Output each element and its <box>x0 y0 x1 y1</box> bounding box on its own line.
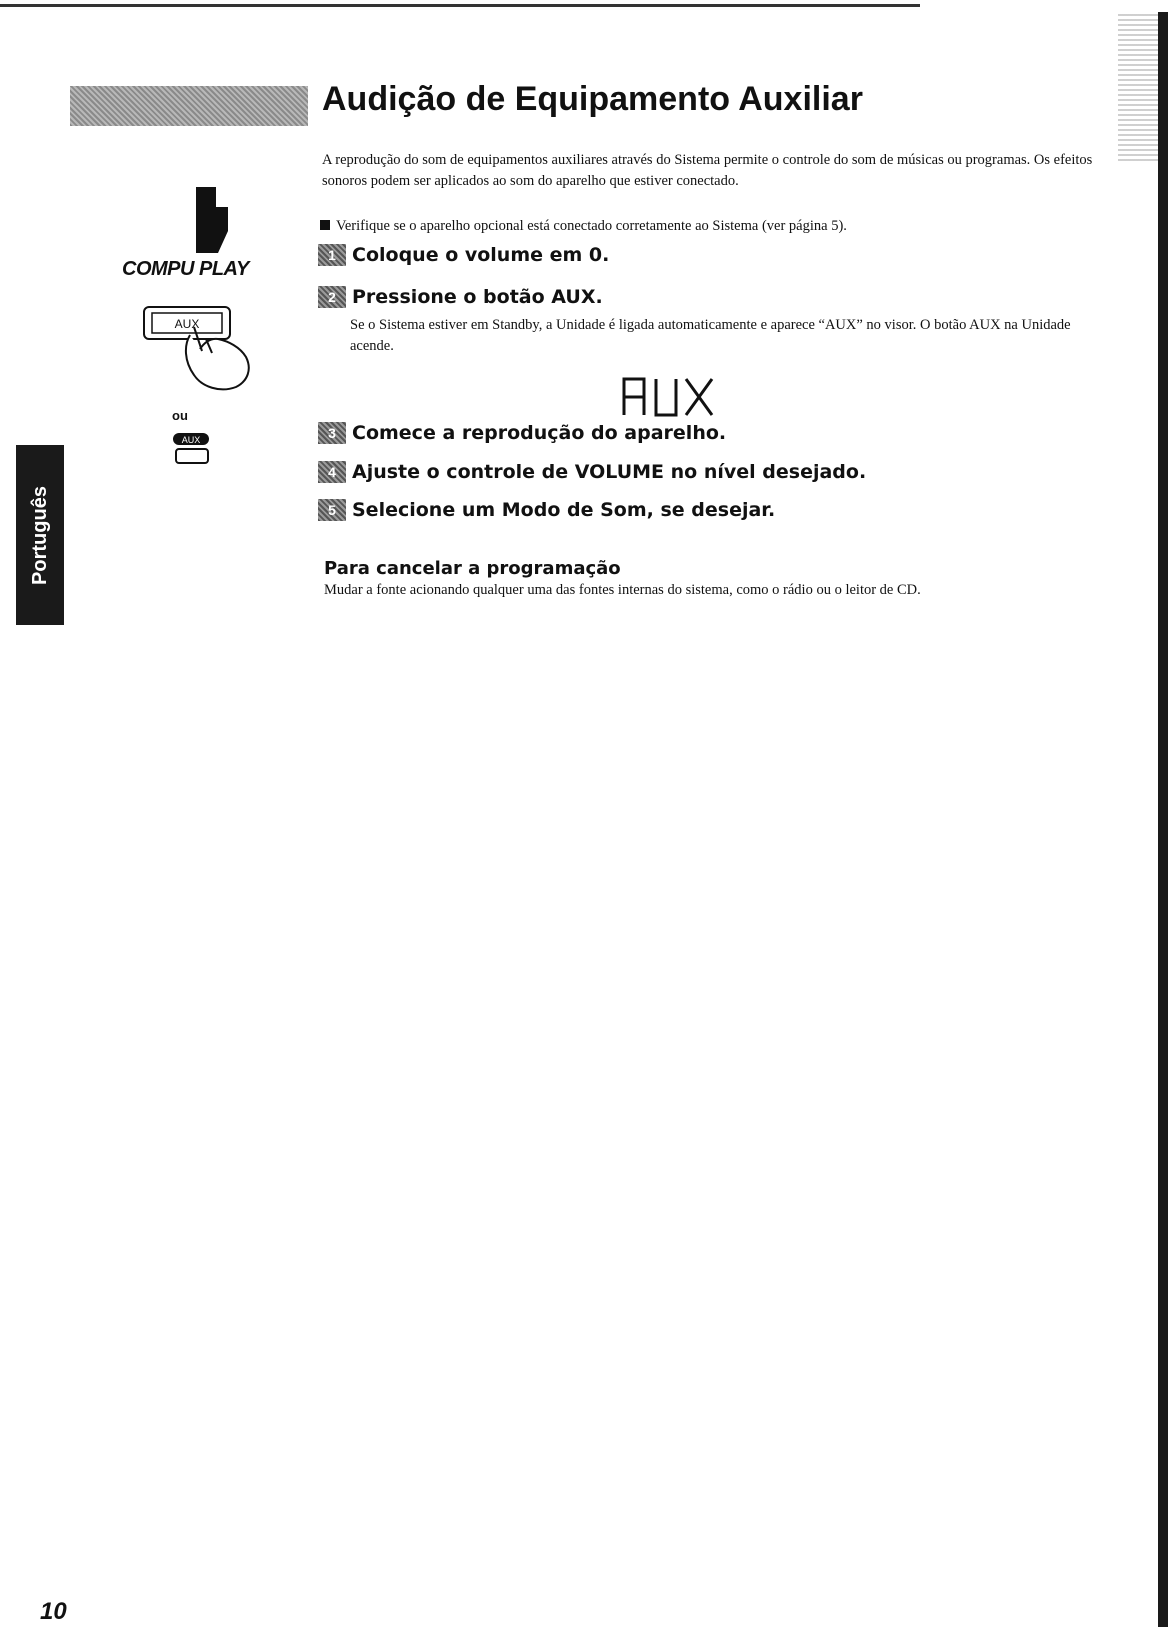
aux-button-label: AUX <box>174 317 200 331</box>
title-bar-decoration <box>70 86 308 126</box>
cancel-text: Mudar a fonte acionando qualquer uma das fontes internas do sistema, como o rádio ou o leitor de CD. <box>324 582 921 598</box>
remote-aux-label: AUX <box>181 435 201 445</box>
remote-aux-button-icon <box>172 432 218 466</box>
step-number-3: 3 <box>318 422 346 444</box>
step-label-1: Coloque o volume em 0. <box>352 244 610 266</box>
step-label-4: Ajuste o controle de VOLUME no nível desejado. <box>352 461 867 483</box>
step-label-2: Pressione o botão AUX. <box>352 286 603 308</box>
intro-paragraph: A reprodução do som de equipamentos auxiliares através do Sistema permite o controle do som de músicas ou programas. Os efeitos sonoros podem ser aplicados ao som do aparelho que estiver conectado. <box>322 152 1093 189</box>
language-tab-label: Português <box>28 485 51 585</box>
step-1 <box>318 244 609 266</box>
language-tab <box>16 445 64 625</box>
step-2 <box>318 286 603 308</box>
aux-button-hand-icon <box>140 305 260 405</box>
cancel-title: Para cancelar a programação <box>324 558 621 579</box>
step-number-5: 5 <box>318 499 346 521</box>
bullet-square-icon <box>320 220 330 230</box>
compu-play-label: COMPU PLAY <box>122 258 249 280</box>
or-label: ou <box>172 408 188 423</box>
step-label-3: Comece a reprodução do aparelho. <box>352 422 727 444</box>
step-number-4: 4 <box>318 461 346 483</box>
note-text: Verifique se o aparelho opcional está conectado corretamente ao Sistema (ver página 5). <box>336 218 847 234</box>
top-rule <box>0 4 920 7</box>
compu-play-hand-icon <box>188 187 248 253</box>
note-line <box>320 218 847 235</box>
page-title: Audição de Equipamento Auxiliar <box>322 80 863 118</box>
page-number: 10 <box>40 1598 67 1625</box>
step-label-5: Selecione um Modo de Som, se desejar. <box>352 499 776 521</box>
step-number-1: 1 <box>318 244 346 266</box>
step-number-2: 2 <box>318 286 346 308</box>
page-right-edge <box>1158 12 1168 1627</box>
lcd-aux-display <box>620 375 730 417</box>
step-2-description: Se o Sistema estiver em Standby, a Unidade é ligada automaticamente e aparece “AUX” no visor. O botão AUX na Unidade acende. <box>350 317 1071 354</box>
step-5 <box>318 499 775 521</box>
step-3 <box>318 422 726 444</box>
scan-noise <box>1118 14 1158 164</box>
step-4 <box>318 461 866 483</box>
